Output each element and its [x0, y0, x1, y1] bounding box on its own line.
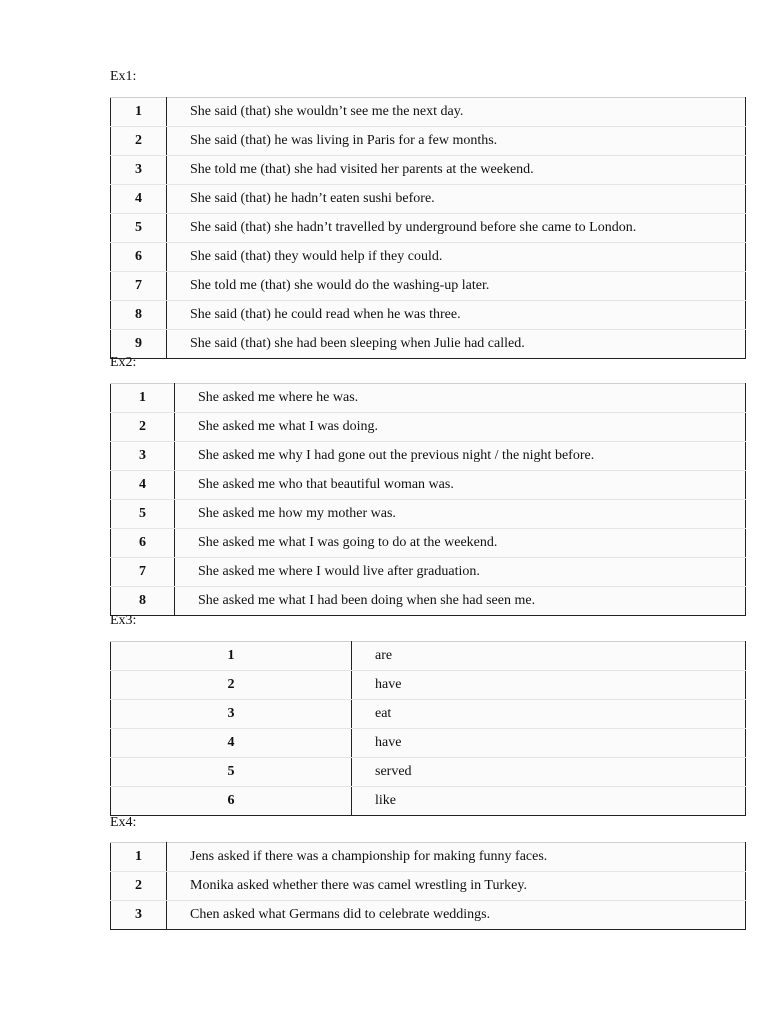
exercise-1-heading: Ex1: [110, 69, 137, 84]
answer-text: She asked me what I had been doing when she had seen me. [175, 587, 746, 616]
answer-text: She said (that) he could read when he was three. [167, 301, 746, 330]
row-number: 6 [111, 529, 175, 558]
row-number: 1 [111, 843, 167, 872]
answer-text: She asked me where I would live after graduation. [175, 558, 746, 587]
row-number: 9 [111, 330, 167, 359]
row-number: 5 [111, 500, 175, 529]
row-number: 7 [111, 558, 175, 587]
row-number: 2 [111, 413, 175, 442]
table-row [111, 787, 746, 816]
answer-text: have [352, 671, 746, 700]
answer-text: She asked me who that beautiful woman was. [175, 471, 746, 500]
answer-text: She asked me where he was. [175, 384, 746, 413]
table-row [111, 700, 746, 729]
row-number: 1 [111, 384, 175, 413]
answer-text: have [352, 729, 746, 758]
table-row [111, 843, 746, 872]
row-number: 2 [111, 872, 167, 901]
answer-text: She told me (that) she would do the washing-up later. [167, 272, 746, 301]
answer-text: She asked me what I was doing. [175, 413, 746, 442]
table-row [111, 185, 746, 214]
row-number: 7 [111, 272, 167, 301]
exercise-3-table [110, 641, 746, 816]
exercise-4-table [110, 842, 746, 930]
row-number: 8 [111, 587, 175, 616]
table-row [111, 529, 746, 558]
table-row [111, 301, 746, 330]
row-number: 4 [111, 185, 167, 214]
row-number: 6 [111, 243, 167, 272]
table-row [111, 384, 746, 413]
table-row [111, 587, 746, 616]
answer-text: are [352, 642, 746, 671]
row-number: 4 [111, 471, 175, 500]
row-number: 3 [111, 156, 167, 185]
table-row [111, 442, 746, 471]
row-number: 5 [111, 758, 352, 787]
answer-text: She asked me how my mother was. [175, 500, 746, 529]
answer-text: She asked me why I had gone out the previous night / the night before. [175, 442, 746, 471]
table-row [111, 671, 746, 700]
row-number: 8 [111, 301, 167, 330]
exercise-2-table [110, 383, 746, 616]
answer-text: She told me (that) she had visited her parents at the weekend. [167, 156, 746, 185]
answer-text: like [352, 787, 746, 816]
table-row [111, 642, 746, 671]
answer-text: served [352, 758, 746, 787]
row-number: 1 [111, 642, 352, 671]
table-row [111, 330, 746, 359]
answer-text: Chen asked what Germans did to celebrate weddings. [167, 901, 746, 930]
table-row [111, 413, 746, 442]
row-number: 6 [111, 787, 352, 816]
table-row [111, 272, 746, 301]
row-number: 2 [111, 671, 352, 700]
table-row [111, 500, 746, 529]
exercise-3-heading: Ex3: [110, 613, 137, 628]
answer-text: She said (that) she wouldn’t see me the next day. [167, 98, 746, 127]
exercise-2-heading: Ex2: [110, 355, 137, 370]
answer-text: Jens asked if there was a championship for making funny faces. [167, 843, 746, 872]
row-number: 4 [111, 729, 352, 758]
exercise-1-table [110, 97, 746, 359]
answer-text: She said (that) they would help if they could. [167, 243, 746, 272]
row-number: 5 [111, 214, 167, 243]
table-row [111, 98, 746, 127]
row-number: 2 [111, 127, 167, 156]
table-row [111, 214, 746, 243]
table-row [111, 558, 746, 587]
answer-text: She said (that) he was living in Paris for a few months. [167, 127, 746, 156]
answer-text: eat [352, 700, 746, 729]
table-row [111, 872, 746, 901]
table-row [111, 729, 746, 758]
table-row [111, 471, 746, 500]
answer-text: She said (that) she hadn’t travelled by underground before she came to London. [167, 214, 746, 243]
table-row [111, 156, 746, 185]
row-number: 3 [111, 700, 352, 729]
row-number: 1 [111, 98, 167, 127]
row-number: 3 [111, 901, 167, 930]
answer-text: She asked me what I was going to do at the weekend. [175, 529, 746, 558]
table-row [111, 901, 746, 930]
exercise-4-heading: Ex4: [110, 815, 137, 830]
table-row [111, 243, 746, 272]
answer-text: Monika asked whether there was camel wrestling in Turkey. [167, 872, 746, 901]
row-number: 3 [111, 442, 175, 471]
answer-text: She said (that) she had been sleeping when Julie had called. [167, 330, 746, 359]
answer-text: She said (that) he hadn’t eaten sushi before. [167, 185, 746, 214]
table-row [111, 127, 746, 156]
table-row [111, 758, 746, 787]
